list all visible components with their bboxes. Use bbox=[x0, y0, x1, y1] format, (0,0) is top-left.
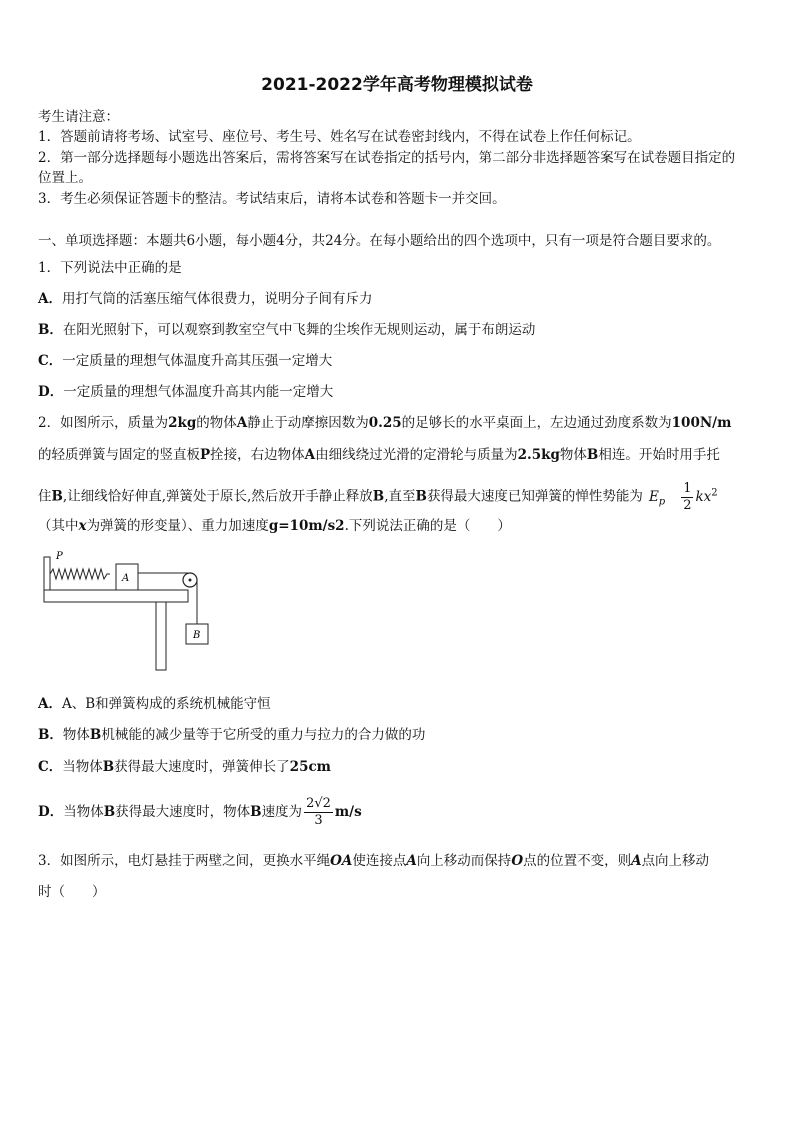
q3-stem-line-1 bbox=[38, 851, 764, 871]
kx-term: kx bbox=[695, 488, 712, 505]
label-b: B bbox=[193, 630, 201, 641]
numerator: 2√2 bbox=[306, 796, 331, 811]
mass-b: 2.5kg bbox=[517, 447, 560, 463]
text: 点向上移动 bbox=[641, 853, 710, 869]
text: 为弹簧的形变量）、重力加速度 bbox=[86, 518, 269, 534]
text: 点的位置不变，则 bbox=[523, 853, 632, 869]
page-title: 2021-2022学年高考物理模拟试卷 bbox=[261, 75, 533, 95]
label-a: A bbox=[122, 573, 130, 584]
object-b: B bbox=[586, 447, 599, 463]
q2-option-b bbox=[38, 725, 764, 745]
section-heading: 一、单项选择题：本题共6小题，每小题4分，共24分。在每小题给出的四个选项中，只有一项是符合题目要求的。 bbox=[38, 233, 721, 249]
notice-item-1: 1．答题前请将考场、试室号、座位号、考生号、姓名写在试卷密封线内，不得在试卷上作任何标记。 bbox=[38, 129, 641, 145]
text: 获得最大速度时，弹簧伸长了 bbox=[114, 759, 290, 775]
q2-stem-line-3 bbox=[38, 480, 764, 515]
option-label: A． bbox=[38, 291, 62, 307]
object-b: B bbox=[103, 804, 116, 820]
speed-fraction bbox=[304, 796, 333, 829]
table-top bbox=[44, 590, 188, 602]
numerator: 1 bbox=[683, 480, 692, 496]
text: 速度为 bbox=[261, 804, 303, 820]
diagram-svg bbox=[40, 550, 210, 676]
option-label: C． bbox=[38, 353, 63, 369]
text: 拴接，右边物体 bbox=[210, 447, 305, 463]
gravity-value: g=10m/s2 bbox=[268, 518, 345, 534]
text: （其中 bbox=[38, 518, 79, 534]
object-a: A bbox=[304, 447, 316, 463]
point-a: A bbox=[406, 853, 417, 869]
text: 物体 bbox=[62, 727, 90, 743]
text: 使连接点 bbox=[352, 853, 407, 869]
object-b: B bbox=[89, 727, 102, 743]
object-b: B bbox=[415, 488, 427, 505]
q3-stem-line-2: 时（ ） bbox=[38, 884, 106, 900]
option-label: A． bbox=[38, 696, 62, 712]
object-b: B bbox=[102, 759, 115, 775]
point-o: O bbox=[511, 853, 524, 869]
ep-symbol: E bbox=[648, 488, 659, 505]
text: 的足够长的水平桌面上，左边通过劲度系数为 bbox=[401, 415, 672, 431]
q2-option-a bbox=[38, 694, 764, 714]
option-label: C． bbox=[38, 759, 63, 775]
option-text: A、B和弹簧构成的系统机械能守恒 bbox=[61, 696, 271, 712]
text: 的轻质弹簧与固定的竖直板 bbox=[38, 447, 200, 463]
q1-option-b bbox=[38, 320, 764, 340]
plate-p: P bbox=[200, 447, 211, 463]
friction-coefficient: 0.25 bbox=[368, 415, 402, 431]
spring-constant: 100N/m bbox=[671, 415, 732, 431]
var-x: x bbox=[78, 518, 87, 534]
object-a: A bbox=[236, 415, 248, 431]
pulley-axle bbox=[189, 579, 192, 582]
option-text: 一定质量的理想气体温度升高其内能一定增大 bbox=[63, 384, 334, 400]
text: 获得最大速度已知弹簧的惮性势能为 bbox=[426, 488, 643, 505]
option-label: B． bbox=[38, 727, 63, 743]
energy-formula bbox=[648, 480, 718, 513]
text: 物体 bbox=[559, 447, 587, 463]
option-label: D． bbox=[38, 804, 64, 820]
option-text: 在阳光照射下，可以观察到教室空气中飞舞的尘埃作无规则运动，属于布朗运动 bbox=[62, 322, 536, 338]
text: ,直至 bbox=[384, 488, 416, 505]
rope-oa: OA bbox=[330, 853, 353, 869]
text: .下列说法正确的是（ ） bbox=[344, 518, 511, 534]
q2-stem-line-2 bbox=[38, 445, 764, 465]
plate-p-shape bbox=[44, 557, 50, 590]
text: 3．如图所示，电灯悬挂于两壁之间，更换水平绳 bbox=[38, 853, 331, 869]
q2-stem-line-1 bbox=[38, 413, 764, 433]
text: 当物体 bbox=[63, 804, 104, 820]
text: 静止于动摩擦因数为 bbox=[247, 415, 369, 431]
notice-heading: 考生请注意： bbox=[38, 109, 119, 125]
object-b: B bbox=[51, 488, 63, 505]
exponent: 2 bbox=[711, 487, 718, 498]
spring-pulley-diagram bbox=[40, 550, 210, 676]
option-text: 一定质量的理想气体温度升高其压强一定增大 bbox=[62, 353, 333, 369]
text: ,让细线恰好伸直,弹簧处于原长,然后放开手静止释放 bbox=[62, 488, 373, 505]
text: 住 bbox=[38, 488, 52, 505]
object-b: B bbox=[372, 488, 385, 505]
point-a: A bbox=[631, 853, 642, 869]
extension-value: 25cm bbox=[289, 759, 331, 775]
q1-option-d bbox=[38, 382, 764, 402]
table-leg bbox=[156, 602, 166, 670]
text: 由细线绕过光滑的定滑轮与质量为 bbox=[315, 447, 518, 463]
q1-option-a bbox=[38, 289, 764, 309]
text: 2．如图所示，质量为 bbox=[38, 415, 169, 431]
q2-option-c bbox=[38, 757, 764, 777]
text: 当物体 bbox=[62, 759, 103, 775]
notice-item-2: 2．第一部分选择题每小题选出答案后，需将答案写在试卷指定的括号内，第二部分非选择题答案写在试卷题目指定的 bbox=[38, 150, 736, 166]
text: 机械能的减少量等于它所受的重力与拉力的合力做的功 bbox=[101, 727, 426, 743]
q2-option-d bbox=[38, 794, 764, 830]
q2-stem-line-4 bbox=[38, 516, 764, 536]
notice-item-2-cont: 位置上。 bbox=[38, 170, 92, 186]
ep-subscript: p bbox=[658, 496, 666, 508]
text: 相连。开始时用手托 bbox=[598, 447, 720, 463]
object-b: B bbox=[250, 804, 262, 820]
label-p: P bbox=[56, 551, 63, 562]
text: 的物体 bbox=[196, 415, 237, 431]
fraction-half bbox=[681, 481, 693, 514]
spring bbox=[50, 569, 110, 579]
q1-option-c bbox=[38, 351, 764, 371]
option-text: 用打气筒的活塞压缩气体很费力，说明分子间有斥力 bbox=[61, 291, 373, 307]
speed-unit: m/s bbox=[334, 804, 362, 820]
denominator: 2 bbox=[683, 497, 692, 513]
option-label: B． bbox=[38, 322, 63, 338]
option-label: D． bbox=[38, 384, 64, 400]
mass-a: 2kg bbox=[168, 415, 197, 431]
q1-stem: 1．下列说法中正确的是 bbox=[38, 260, 182, 276]
text: 向上移动而保持 bbox=[416, 853, 512, 869]
text: 获得最大速度时，物体 bbox=[115, 804, 251, 820]
denominator: 3 bbox=[314, 813, 323, 828]
notice-item-3: 3．考生必须保证答题卡的整洁。考试结束后，请将本试卷和答题卡一并交回。 bbox=[38, 191, 506, 207]
